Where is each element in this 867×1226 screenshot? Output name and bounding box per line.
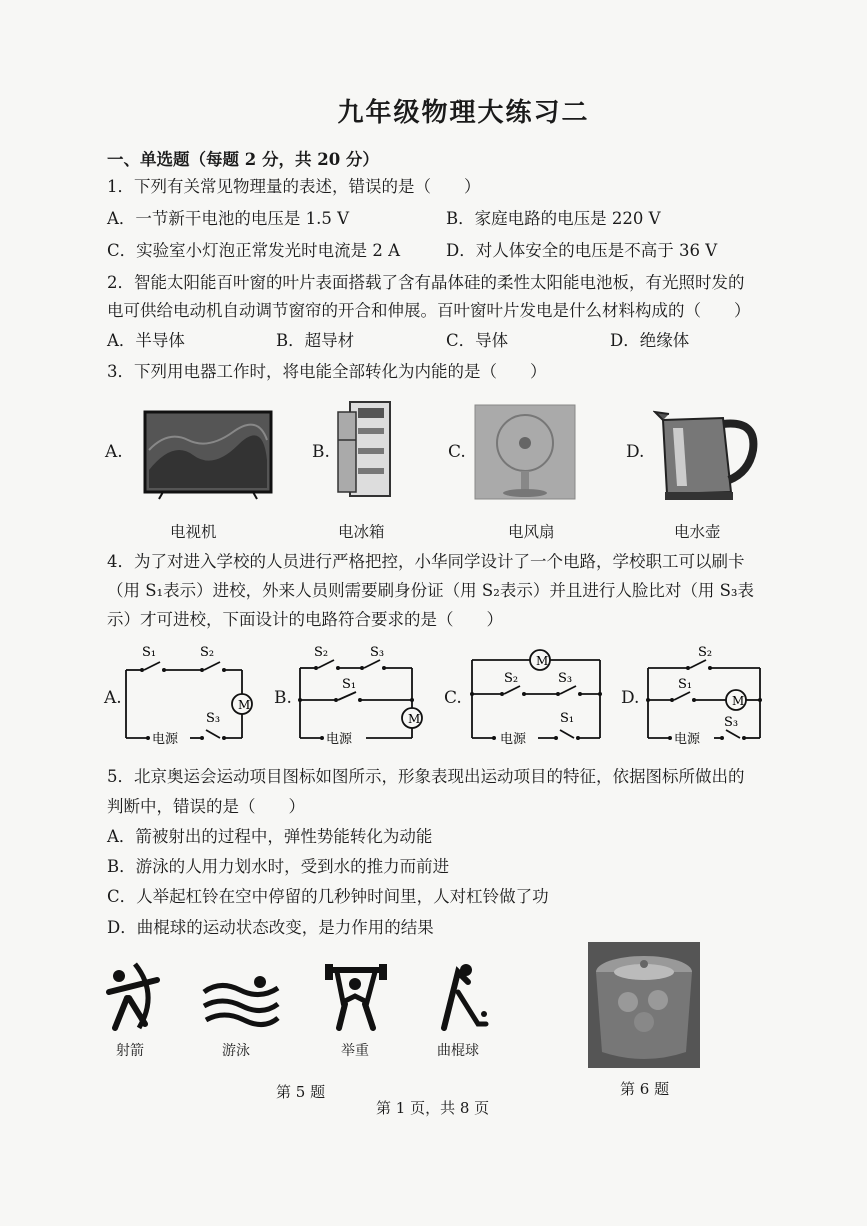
electric-fan-image (473, 403, 577, 501)
q5-option-c: C．人举起杠铃在空中停留的几秒钟时间里，人对杠铃做了功 (107, 887, 549, 906)
q3-label-d: D. (626, 442, 645, 462)
tv-image (143, 410, 273, 500)
switch-s1-label: S₁ (142, 645, 157, 660)
q4-line-2: （用 S₁表示）进校，外来人员则需要刷身份证（用 S₂表示）并且进行人脸比对（用 S₃表 (107, 581, 754, 600)
motor-label: M (536, 654, 549, 668)
q4-label-a: A. (104, 688, 122, 708)
steamer-photo (588, 942, 700, 1068)
q5-line-2: 判断中，错误的是（ ） (107, 797, 305, 816)
swimming-icon (200, 970, 282, 1030)
power-source-label: 电源 (326, 732, 353, 747)
switch-s3-label: S₃ (370, 645, 385, 660)
motor-label: M (732, 694, 745, 708)
q1-option-a: A．一节新干电池的电压是 1.5 V (107, 209, 350, 228)
q3-stem: 3．下列用电器工作时，将电能全部转化为内能的是（ ） (107, 362, 547, 381)
motor-label: M (238, 698, 251, 712)
switch-s3-label: S₃ (206, 711, 221, 726)
switch-s3-label: S₃ (724, 715, 739, 730)
q2-option-c: C．导体 (446, 331, 509, 350)
q3-label-b: B. (312, 442, 330, 462)
fig5-caption: 第 5 题 (276, 1083, 326, 1101)
q1-stem: 1．下列有关常见物理量的表述，错误的是（ ） (107, 177, 481, 196)
page-footer: 第 1 页，共 8 页 (376, 1099, 490, 1117)
weightlifting-icon (323, 962, 389, 1032)
switch-s2-label: S₂ (314, 645, 329, 660)
q4-label-b: B. (274, 688, 292, 708)
q3-caption-tv: 电视机 (170, 523, 217, 541)
q4-line-1: 4．为了对进入学校的人员进行严格把控，小华同学设计了一个电路，学校职工可以刷卡 (107, 552, 745, 571)
q2-line-2: 电可供给电动机自动调节窗帘的开合和伸展。百叶窗叶片发电是什么材料构成的（ ） (107, 301, 751, 320)
power-source-label: 电源 (152, 732, 179, 747)
switch-s2-label: S₂ (698, 645, 713, 660)
icon-label-hockey: 曲棍球 (437, 1043, 479, 1059)
q1-option-c: C．实验室小灯泡正常发光时电流是 2 A (107, 241, 401, 260)
switch-s1-label: S₁ (678, 677, 693, 692)
archery-icon (105, 958, 165, 1034)
q3-label-c: C. (448, 442, 466, 462)
icon-label-swimming: 游泳 (222, 1043, 250, 1059)
section-heading: 一、单选题（每题 2 分，共 20 分） (107, 150, 379, 169)
circuit-b (294, 642, 424, 752)
circuit-a (120, 642, 255, 752)
electric-kettle-image (653, 398, 759, 502)
q3-caption-fan: 电风扇 (508, 523, 555, 541)
circuit-d (642, 642, 772, 752)
q5-option-a: A．箭被射出的过程中，弹性势能转化为动能 (107, 827, 433, 846)
q3-caption-fridge: 电冰箱 (338, 523, 385, 541)
q5-option-b: B．游泳的人用力划水时，受到水的推力而前进 (107, 857, 450, 876)
q4-line-3: 示）才可进校，下面设计的电路符合要求的是（ ） (107, 610, 503, 629)
switch-s2-label: S₂ (504, 671, 519, 686)
q3-caption-kettle: 电水壶 (674, 523, 721, 541)
q4-label-d: D. (621, 688, 640, 708)
circuit-c (466, 642, 606, 752)
icon-label-weightlifting: 举重 (341, 1043, 369, 1059)
motor-label: M (408, 712, 421, 726)
fig6-caption: 第 6 题 (620, 1080, 670, 1098)
q1-option-b: B．家庭电路的电压是 220 V (446, 209, 661, 228)
q2-line-1: 2．智能太阳能百叶窗的叶片表面搭载了含有晶体硅的柔性太阳能电池板，有光照时发的 (107, 273, 745, 292)
q5-option-d: D．曲棍球的运动状态改变，是力作用的结果 (107, 918, 434, 937)
switch-s1-label: S₁ (560, 711, 575, 726)
hockey-icon (434, 962, 492, 1034)
q4-label-c: C. (444, 688, 462, 708)
q1-option-d: D．对人体安全的电压是不高于 36 V (446, 241, 718, 260)
q5-line-1: 5．北京奥运会运动项目图标如图所示，形象表现出运动项目的特征，依据图标所做出的 (107, 767, 745, 786)
power-source-label: 电源 (500, 732, 527, 747)
switch-s1-label: S₁ (342, 677, 357, 692)
refrigerator-image (336, 398, 398, 500)
q2-option-b: B．超导材 (276, 331, 355, 350)
q2-option-a: A．半导体 (107, 331, 185, 350)
icon-label-archery: 射箭 (116, 1043, 144, 1059)
switch-s3-label: S₃ (558, 671, 573, 686)
q3-label-a: A. (105, 442, 123, 462)
switch-s2-label: S₂ (200, 645, 215, 660)
power-source-label: 电源 (674, 732, 701, 747)
page-title: 九年级物理大练习二 (337, 98, 590, 128)
q2-option-d: D．绝缘体 (610, 331, 690, 350)
